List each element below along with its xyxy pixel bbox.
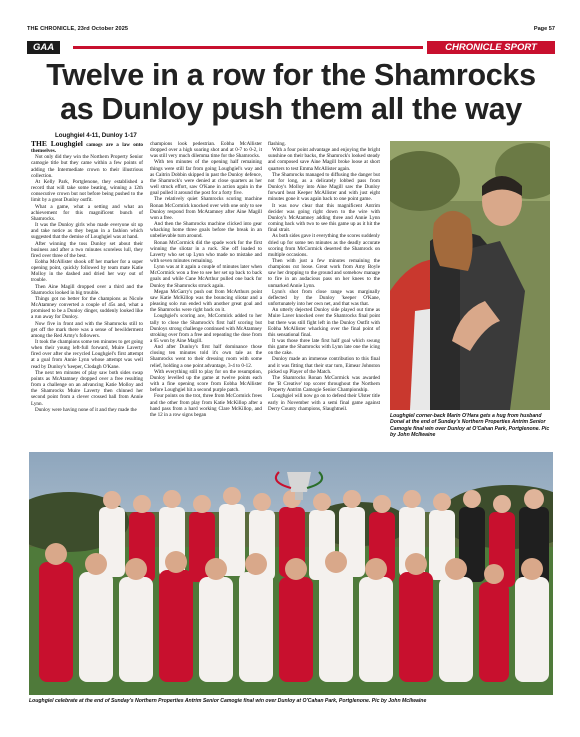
article-paragraph: Then with just a few minutes remaining the champions cut loose. Great work from Amy Boyle saw her dropping to the ground and somehow manage to fire in an audacious pass on her knees to the unmarked Annie Lynn. [268,257,380,289]
article-paragraph: Ronan McCormick did the spade work for the first winning the sliotar in a ruck. She off loaded to Laverty who set up Lynn who made no mistake and with seven minutes remaining. [150,239,262,264]
article-column-1 [31,141,143,446]
article-paragraph: The Shamrocks managed to diffusing the danger but not for long, as a delicately lobbed pass from Dunloy's Molloy into Aine Magill saw the Dunloy forward beat Keeper McAllister and with just eight minutes gone it was again back to one point game. [268,171,380,203]
article-paragraph: It was the Dunloy girls who made everyone sit up and take notice as they began in a fashion which suggested that the demise of Loughgiel was at hand. [31,222,143,241]
article-paragraph: Loughgiel's scoring ace, McCormick added to her tally to close the Shamrock's first half scoring but Dunloys strong challenge continued with McAtamney stroking over from a free and repeating the dose from a 65 won by Aine Magill. [150,313,262,344]
article-paragraph: And after Dunloy's first half dominance those closing ten minutes told it's own tale as the Shamrocks went to their dressing room with some relief, holding a one point advantage, 3-4 to 0-12. [150,344,262,369]
section-rule [73,46,423,49]
team-photo-caption: Loughgiel celebrate at the end of Sunday's Northern Properties Antrim Senior Camogie final win over Dunloy at O'Cahan Park, Portglenone. Pic by John McIlwaine [29,698,427,704]
article-paragraph: With everything still to play for on the resumption, Dunloy levelled up the game at twelve points each with a fine opening score from Eobha McAllister before Loughgiel hit a second purple patch. [150,368,262,394]
article-paragraph: Loughgiel will now go on to defend their Ulster title early in November with a semi final game against Derry County champions, Slaughtneil. [268,393,380,412]
lead-kicker: THE Loughgiel [31,141,83,148]
article-paragraph: The Shamrocks Ronan McCormick was awarded the 'B Creative' top scorer throughout the Northern Property Antrim Camogie Senior Championship. [268,374,380,394]
embrace-photo-illustration [390,141,550,410]
embrace-photo [390,141,550,410]
embrace-photo-caption: Loughgiel corner-back Marin O'Hara gets a hug from husband Donal at the end of Sunday's Northern Properties Antrim Senior Camogie final win over Dunloy at O'Cahan Park, Portglenone. Pic by John McIlwaine [390,413,550,438]
article-lead: THE Loughgiel camogs are a law onto themselves. [31,141,143,155]
article-column-3 [268,141,380,446]
article-paragraph: An utterly dejected Dunloy side played out time as Muire Laver knocked over the Shamrocks final point but there was still fight left in the Dunloy Outfit with Eobha McAllister whacking over the final point of this sensational final. [268,307,380,338]
paper-date: THE CHRONICLE, 23rd October 2025 [27,26,129,32]
article-paragraph: Eobha McAllister shook off her marker for a super opening point, quickly followed by team mate Katie Molloy in the dashed and dried her way out of trouble. [31,258,143,284]
article-paragraph: After winning the toss Dunloy set about their business and after a two minutes scoreless lull, they fired over three of the best. [31,240,143,259]
article-paragraph: As both sides gave it everything the scores suddenly dried up for some ten minutes as the deadly accurate scoring from McCormick deserted the Shamrock on multiple occasions. [268,233,380,258]
section-bar [27,40,555,55]
article-paragraph: Things got no better for the champions as Nicole McAtamney converted a couple of 45s and, what a promised to be a Dunloy dinger, suddenly looked like a run away for Dunloy. [31,295,143,321]
article-paragraph: Lynn's shot from close range was marginally deflected by the Dunloy 'keeper O'Kane, unfortunately into her own net, and that was that. [268,288,380,308]
article-paragraph: Four points on the trot, three from McCormick frees and the other from play from Katie McKillop after a hand pass from a hard working Clare McKillop, and the 12 in a row signs began [150,393,262,418]
chronicle-sport-tag [427,41,555,54]
article-paragraph: It took the champions some ten minutes to get going when their young left-full forward, Muire Laverty fired over after she recycled Loughgiel's first attempt at a goal from Annie Lynn whose attempt was well read by Dunloy's 'keeper, Clodagh O'Kane. [31,339,143,370]
article-paragraph: Dunloy made an immense contribution to this final and it was fitting that their star turn, Eimear Johnston picked up Player of the Match. [268,356,380,375]
article-paragraph: What a game, what a setting and what an achievement for this magnificent bunch of Shamrocks. [31,203,143,222]
article-paragraph: flashing. [268,141,286,147]
article-paragraph: And then the Shamrocks machine clicked into gear whacking home three goals before the break in an unbelievable turn around. [150,221,262,240]
gaa-section-tag: GAA [27,41,60,54]
headline-line-1: Twelve in a row for the Shamrocks [46,58,536,92]
chronicle-tag-word: CHRONICLE [445,42,502,53]
article-paragraph: Not only did they win the Northern Property Senior camogie title but they came within a few points of adding the Intermediate crown to their illustrious collection. [31,154,143,179]
article-paragraph: With ten minutes of the opening half remaining things were still far from going Loughgiel's way and as Caitrin Dobbin skipped in past the Dunloy defence, the Shamrock's were denied at close quarters as her well struck effort, saw O'Kane in action again in the goal pulled it around the post for a forty five. [150,159,262,197]
article-paragraph: At Kelly Park, Portglenone, they established a record that will take some beating, winning a 12th consecutive crown but not before being pushed to the limit by a great Dunloy outfit. [31,178,143,204]
article-paragraph: With a four point advantage and enjoying the bright sunshine on their backs, the Shamrock's looked steady and composed save Aine Magill broke loose at short quarters to test Emma McAllister again. [268,147,380,172]
article-paragraph: Megan McGarry's push out from McArthurs point saw Katie McKillop was the bouncing sliotar and a pleasing solo run ended with another great goal and the Shamrocks were right back on it. [150,288,262,314]
headline [27,58,555,126]
article-paragraph: Then Aine Magill dropped over a third and the Shamrocks looked in big trouble. [31,283,143,296]
masthead [27,24,555,36]
article-paragraph: Dunloy were having none of it and they made the [35,406,137,413]
article-paragraph: The next ten minutes of play saw both sides swap points as McAtamney dropped over a free resulting from a challenge on an advancing Katie Molloy and the Shamrocks Muire Laverty then chinned her second point from a clever crossed ball from Annie Lynn. [31,369,143,407]
article-paragraph: It was those three late first half goal which swung this game the Shamrocks with Lynn late one the icing on the cake. [268,338,380,357]
headline-line-2: as Dunloy push them all the way [60,92,522,126]
article-paragraph: Now five in front and with the Shamrocks still to get off the mark there was a sense of bewilderment among the Red Army's followers. [31,320,143,339]
score-line: Loughgiel 4-11, Dunloy 1-17 [55,132,137,139]
page-number: Page 57 [533,26,555,32]
article-paragraph: It was now clear that this magnificent Antrim decider was going right down to the wire with Dunloy's McAtamney adding three and Annie Lynn coming back with two to see this game up as it hit the final strait. [268,202,380,234]
article-column-2 [150,141,262,446]
article-paragraph: The relatively quiet Shamrocks scoring machine Ronan McCormick knocked over with one only to see Dunloy respond from McAtamney after Aine Magill won a free. [150,196,262,221]
article-paragraph: Lynn was at it again a couple of minutes later when McCormick won a free to see her set up back to back goals and while Cane McArthur pulled one back for Dunloy the Shamrocks struck again. [150,264,262,289]
team-celebration-photo [29,452,553,695]
article-paragraph: champions look pedestrian. Eobha McAllister dropped over a high soaring shot and at 0-7 to 0-2, it was still very much dilemma time for the Shamrocks. [150,141,262,160]
sport-tag-word: SPORT [504,42,537,53]
team-photo-illustration [29,452,553,695]
